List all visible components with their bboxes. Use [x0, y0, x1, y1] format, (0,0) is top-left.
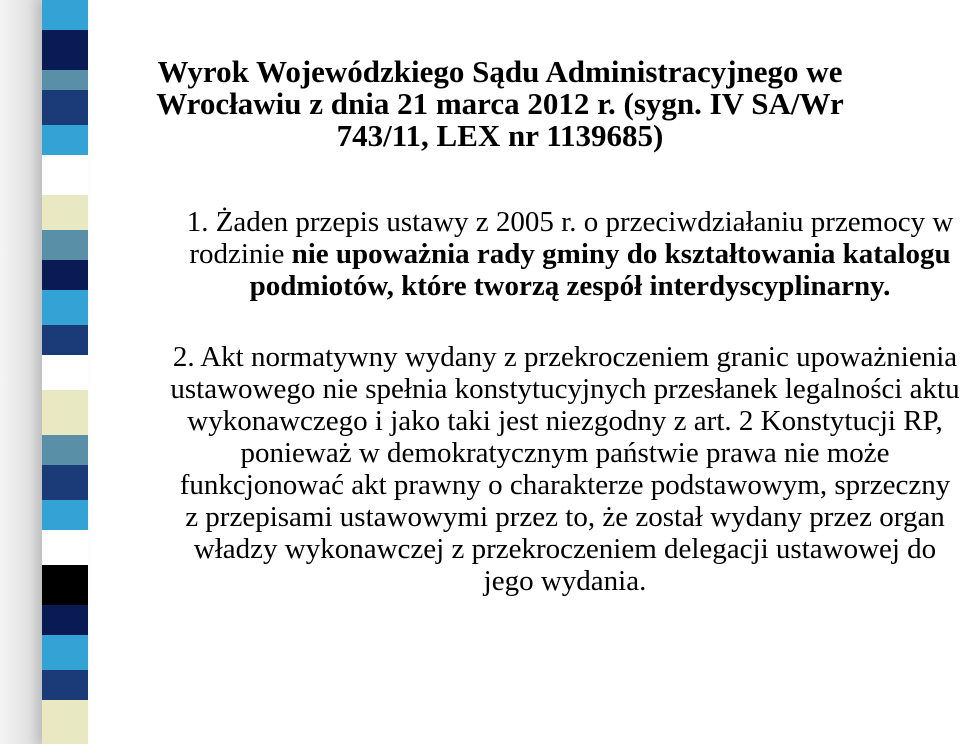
stripe-cell	[42, 155, 88, 195]
stripe-cell	[42, 70, 88, 90]
stripe-cell	[42, 125, 88, 155]
stripe-cell	[42, 195, 88, 230]
stripe-cell	[42, 670, 88, 700]
point-1-bold-text: nie upoważnia rady gminy do kształtowania katalogu podmiotów, które tworzą zespół interdyscyplinarny.	[249, 238, 951, 302]
decorative-stripe-bar	[42, 0, 88, 744]
point-2: 2. Akt normatywny wydany z przekroczeniem granic upoważnienia ustawowego nie spełnia konstytucyjnych przesłanek legalności aktu wykonawczego i jako taki jest niezgodny z art. 2 Konstytucji RP, ponieważ w demokratycznym państwie prawa nie może funkcjonować akt prawny o charakterze podstawowym, sprzeczny z przepisami ustawowymi przez to, że został wydany przez organ władzy wykonawczej z przekroczeniem delegacji ustawowej do jego wydania.	[170, 341, 960, 597]
stripe-cell	[42, 325, 88, 355]
stripe-cell	[42, 90, 88, 125]
stripe-cell	[42, 390, 88, 435]
point-1	[170, 206, 960, 302]
stripe-cell	[42, 0, 88, 30]
stripe-cell	[42, 530, 88, 565]
stripe-cell	[42, 700, 88, 744]
stripe-cell	[42, 465, 88, 500]
stripe-cell	[42, 260, 88, 290]
point-1-plain-text: 1. Żaden przepis ustawy z 2005 r. o przeciwdziałaniu przemocy w rodzinie	[186, 206, 954, 270]
slide-edge-shadow	[0, 0, 42, 744]
stripe-cell	[42, 435, 88, 465]
slide-title: Wyrok Wojewódzkiego Sądu Administracyjnego we Wrocławiu z dnia 21 marca 2012 r. (sygn. IV SA/Wr 743/11, LEX nr 1139685)	[156, 54, 844, 153]
stripe-cell	[42, 635, 88, 670]
stripe-cell	[42, 230, 88, 260]
slide-content	[100, 54, 960, 597]
stripe-cell	[42, 605, 88, 635]
stripe-cell	[42, 355, 88, 390]
stripe-cell	[42, 565, 88, 605]
stripe-cell	[42, 290, 88, 325]
stripe-cell	[42, 500, 88, 530]
stripe-cell	[42, 30, 88, 70]
